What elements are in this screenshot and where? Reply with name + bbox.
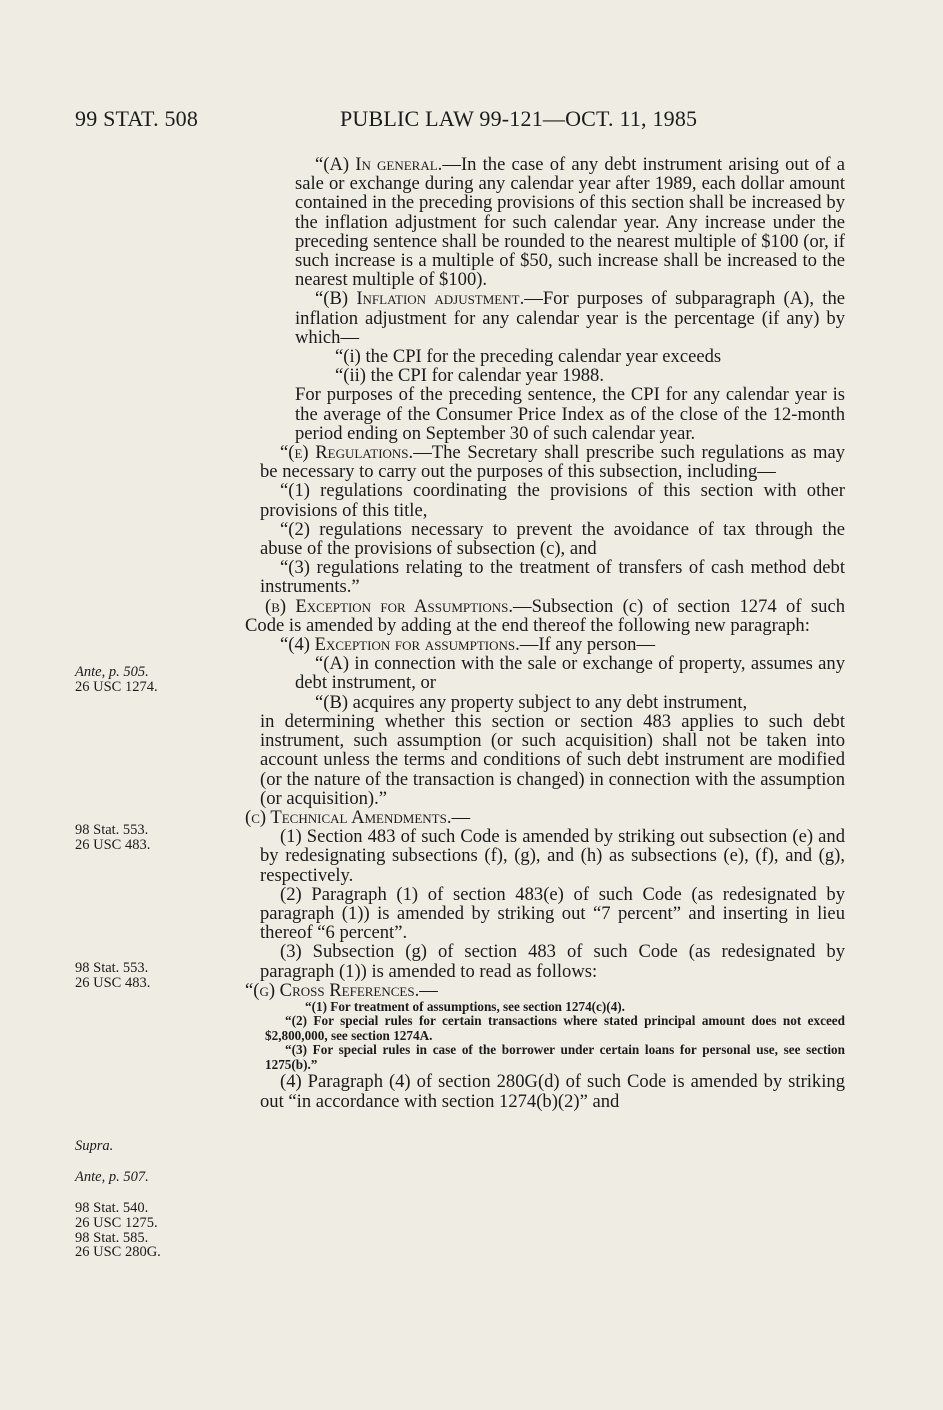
paragraph-heading: “(A) In general. xyxy=(315,154,443,175)
paragraph-text: — xyxy=(419,979,438,1001)
margin-note-line: 26 USC 280G. xyxy=(75,1244,161,1261)
clause-i: “(i) the CPI for the preceding calendar year exceeds xyxy=(335,346,722,368)
technical-item-3: (3) Subsection (g) of section 483 of such Code (as redesignated by paragraph (1)) is amended to read as follows: xyxy=(260,941,845,982)
paragraph-heading: (b) Exception for Assumptions. xyxy=(265,595,514,617)
regulation-item-1: “(1) regulations coordinating the provisions of this section with other provisions of this title, xyxy=(260,480,845,521)
paragraph-heading: “(4) Exception for assumptions. xyxy=(280,634,520,656)
subsection-c-technical xyxy=(245,808,845,827)
margin-note-line: 26 USC 1274. xyxy=(75,678,158,695)
page-stat-reference: 99 STAT. 508 xyxy=(75,106,199,131)
exception-item-a: “(A) in connection with the sale or exchange of property, assumes any debt instrument, or xyxy=(295,653,845,694)
paragraph-heading: “(g) Cross References. xyxy=(245,979,420,1001)
exception-item-b: “(B) acquires any property subject to any debt instrument, xyxy=(315,691,748,713)
margin-note-f xyxy=(75,1201,161,1260)
margin-note-line: Supra. xyxy=(75,1138,114,1154)
statute-body xyxy=(245,155,845,1111)
margin-note-line: 26 USC 483. xyxy=(75,974,151,991)
technical-item-2: (2) Paragraph (1) of section 483(e) of such Code (as redesignated by paragraph (1)) is amended by striking out “7 percent” and inserting in lieu thereof “6 percent”. xyxy=(260,883,845,944)
cross-reference-1: “(1) For treatment of assumptions, see section 1274(c)(4). xyxy=(305,998,625,1014)
margin-note-line: Ante, p. 505. xyxy=(75,664,149,680)
paragraph-heading: (c) Technical Amendments. xyxy=(245,806,452,828)
exception-continuation: in determining whether this section or section 483 applies to such debt instrument, such assumption (or such acquisition) shall not be taken into account unless the terms and conditions of such debt instrument are modified (or the nature of the transaction is changed) in connection with the assumption (or acquisition).” xyxy=(260,710,845,809)
paragraph-e-regulations xyxy=(245,443,845,481)
technical-item-4: (4) Paragraph (4) of section 280G(d) of such Code is amended by striking out “in accordance with section 1274(b)(2)” and xyxy=(260,1071,845,1112)
subsection-b-exception xyxy=(245,597,845,635)
margin-note-e xyxy=(75,1170,149,1185)
margin-note-line: Ante, p. 507. xyxy=(75,1169,149,1185)
technical-item-1: (1) Section 483 of such Code is amended by striking out subsection (e) and by redesignating subsections (f), (g), and (h) as subsections (e), (f), and (g), respectively. xyxy=(260,826,845,886)
margin-note-line: 26 USC 483. xyxy=(75,836,151,853)
cross-reference-2: “(2) For special rules for certain transactions where stated principal amount does not exceed $2,800,000, see section 1274A. xyxy=(265,1013,845,1043)
margin-note-c xyxy=(75,961,150,991)
paragraph-text: —The Secretary shall prescribe such regulations as may be necessary to carry out the purposes of this subsection, including— xyxy=(260,442,845,483)
margin-note-line: 98 Stat. 540. xyxy=(75,1200,149,1216)
clause-ii: “(ii) the CPI for calendar year 1988. xyxy=(335,365,604,387)
paragraph-4-exception xyxy=(245,635,845,654)
margin-note-line: 98 Stat. 585. xyxy=(75,1229,149,1246)
margin-note-a xyxy=(75,665,158,695)
page-law-reference: PUBLIC LAW 99-121—OCT. 11, 1985 xyxy=(340,106,698,131)
cpi-definition: For purposes of the preceding sentence, the CPI for any calendar year is the average of the Consumer Price Index as of the close of the 12-month period ending on September 30 of such calendar year. xyxy=(295,384,845,444)
paragraph-text: —If any person— xyxy=(519,634,656,656)
regulation-item-2: “(2) regulations necessary to prevent the avoidance of tax through the abuse of the provisions of subsection (c), and xyxy=(260,518,845,560)
cross-reference-3: “(3) For special rules in case of the borrower under certain loans for personal use, see section 1275(b).” xyxy=(265,1042,845,1072)
margin-note-d xyxy=(75,1139,113,1154)
paragraph-text: —In the case of any debt instrument arising out of a sale or exchange during any calendar year after 1989, each dollar amount contained in the preceding provisions of this section shall be increased by the inflation adjustment for such calendar year. Any increase under the preceding sentence shall be rounded to the nearest multiple of $100 (or, if such increase is a multiple of $50, such increase shall be increased to the nearest multiple of $100). xyxy=(295,154,846,291)
margin-note-line: 98 Stat. 553. xyxy=(75,960,149,976)
paragraph-heading: “(e) Regulations. xyxy=(280,442,414,464)
margin-note-line: 98 Stat. 553. xyxy=(75,822,149,838)
margin-note-b xyxy=(75,823,150,853)
paragraph-text: —Subsection (c) of section 1274 of such Code is amended by adding at the end thereof the following new paragraph: xyxy=(245,595,845,636)
margin-note-line: 26 USC 1275. xyxy=(75,1214,158,1231)
paragraph-b-inflation-adjustment xyxy=(245,289,845,347)
paragraph-text: — xyxy=(451,806,471,828)
paragraph-text: —For purposes of subparagraph (A), the inflation adjustment for any calendar year is the percentage (if any) by which— xyxy=(295,288,846,348)
paragraph-heading: “(B) Inflation adjustment. xyxy=(315,288,525,310)
cross-references-heading xyxy=(245,981,845,1000)
paragraph-a-in-general xyxy=(245,155,845,289)
regulation-item-3: “(3) regulations relating to the treatment of transfers of cash method debt instruments.” xyxy=(260,557,845,598)
